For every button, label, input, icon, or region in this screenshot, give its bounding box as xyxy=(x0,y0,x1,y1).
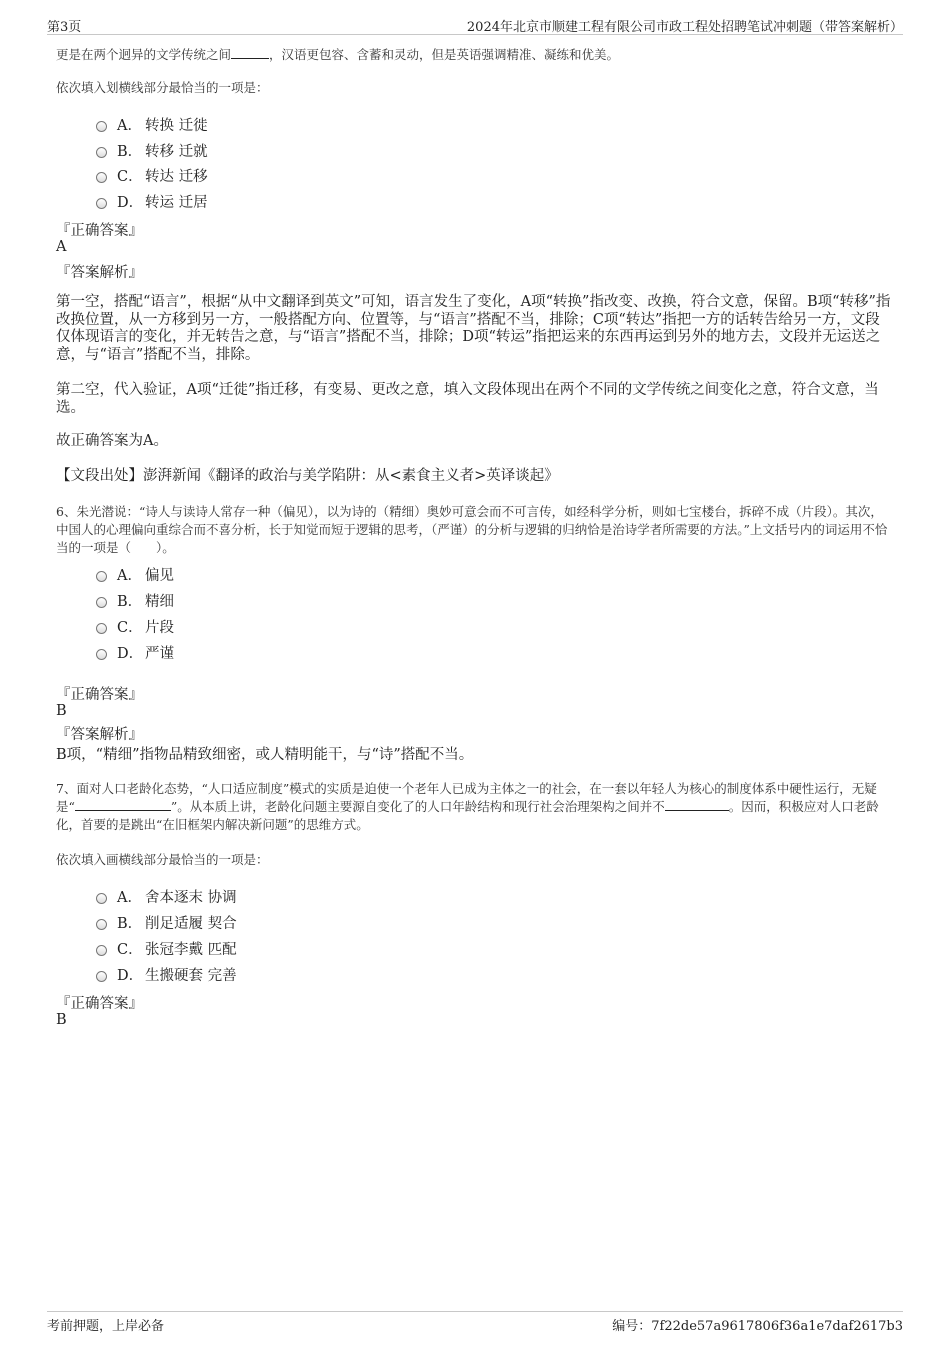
fill-blank xyxy=(231,46,269,59)
radio-icon[interactable] xyxy=(96,893,107,904)
radio-icon[interactable] xyxy=(96,121,107,132)
page-header xyxy=(47,14,903,35)
radio-icon[interactable] xyxy=(96,919,107,930)
q7-prompt: 依次填入画横线部分最恰当的一项是： xyxy=(56,852,269,867)
q6-answer-label: 『正确答案』 xyxy=(56,687,143,703)
radio-icon[interactable] xyxy=(96,597,107,608)
document-title: 2024年北京市顺建工程有限公司市政工程处招聘笔试冲刺题（带答案解析） xyxy=(466,20,903,35)
radio-icon[interactable] xyxy=(96,147,107,158)
q5-option-c[interactable]: C． 转达 迁移 xyxy=(96,165,208,185)
q5-analysis-label: 『答案解析』 xyxy=(56,265,143,281)
page-number: 第3页 xyxy=(47,20,82,35)
radio-icon[interactable] xyxy=(96,198,107,209)
radio-icon[interactable] xyxy=(96,649,107,660)
q5-answer-label: 『正确答案』 xyxy=(56,223,143,239)
q6-analysis: B项，“精细”指物品精致细密，或人精明能干，与“诗”搭配不当。 xyxy=(56,747,474,763)
q6-stem: 6、朱光潜说：“诗人与读诗人常存一种（偏见），以为诗的（精细）奥妙可意会而不可言传，如经科学分析，则如七宝楼台，拆碎不成（片段）。其次，中国人的心理偏向重综合而不喜分析，长于知觉而短于逻辑的思考，（严谨）的分析与逻辑的归纳恰是治诗学者所需要的方法。”上文括号内的词运用不恰当的一项是（ ）。 xyxy=(56,504,888,555)
q7-option-c[interactable]: C． 张冠李戴 匹配 xyxy=(96,938,237,958)
radio-icon[interactable] xyxy=(96,945,107,956)
q5-option-a[interactable]: A． 转换 迁徙 xyxy=(96,114,208,134)
q5-prompt: 依次填入划横线部分最恰当的一项是： xyxy=(56,80,269,95)
q7-answer-label: 『正确答案』 xyxy=(56,996,143,1012)
q7-answer: B xyxy=(56,1012,67,1028)
page-footer xyxy=(47,1311,903,1336)
radio-icon[interactable] xyxy=(96,971,107,982)
q5-option-b[interactable]: B． 转移 迁就 xyxy=(96,140,208,160)
q5-analysis-p1: 第一空，搭配“语言”，根据“从中文翻译到英文”可知，语言发生了变化，A项“转换”指改变、改换，符合文意，保留。B项“转移”指改换位置，从一方移到另一方，一般搭配方向、位置等，与“语言”搭配不当，排除；C项“转达”指把一方的话转告给另一方，文段仅体现语言的变化，并无转告之意，与“语言”搭配不当，排除；D项“转运”指把运来的东西再运到另外的地方去，文段并无运送之意，与“语言”搭配不当，排除。 xyxy=(56,294,891,363)
q5-source: 【文段出处】澎湃新闻《翻译的政治与美学陷阱：从<素食主义者>英译谈起》 xyxy=(56,468,559,484)
q7-option-d[interactable]: D． 生搬硬套 完善 xyxy=(96,964,237,984)
q6-option-b[interactable]: B． 精细 xyxy=(96,590,174,610)
q5-stem: 更是在两个迥异的文学传统之间 ，汉语更包容、含蓄和灵动，但是英语强调精准、凝练和优美。 xyxy=(56,47,620,62)
q5-analysis-p2: 第二空，代入验证，A项“迁徙”指迁移，有变易、更改之意，填入文段体现出在两个不同的文学传统之间变化之意，符合文意，当选。 xyxy=(56,382,879,416)
q6-answer: B xyxy=(56,703,67,719)
q5-analysis-p3: 故正确答案为A。 xyxy=(56,433,168,449)
q5-answer: A xyxy=(56,239,67,255)
fill-blank xyxy=(665,798,729,811)
q7-option-a[interactable]: A． 舍本逐末 协调 xyxy=(96,886,237,906)
q6-analysis-label: 『答案解析』 xyxy=(56,727,143,743)
radio-icon[interactable] xyxy=(96,623,107,634)
radio-icon[interactable] xyxy=(96,571,107,582)
footer-slogan: 考前押题，上岸必备 xyxy=(47,1319,165,1334)
q6-option-d[interactable]: D． 严谨 xyxy=(96,642,174,662)
q5-option-d[interactable]: D． 转运 迁居 xyxy=(96,191,208,211)
document-id: 编号：7f22de57a9617806f36a1e7daf2617b3 xyxy=(612,1319,903,1334)
q7-stem: 7、面对人口老龄化态势，“人口适应制度”模式的实质是迫使一个老年人已成为主体之一的社会，在一套以年轻人为核心的制度体系中硬性运行，无疑是“ ”。从本质上讲，老龄化问题主要源自变化了的人口年龄结构和现行社会治理架构之间并不 。因而，积极应对人口老龄化，首要的是跳出“在旧框架内解决新问题”的思维方式。 xyxy=(56,781,879,832)
radio-icon[interactable] xyxy=(96,172,107,183)
q6-option-a[interactable]: A． 偏见 xyxy=(96,564,174,584)
q7-option-b[interactable]: B． 削足适履 契合 xyxy=(96,912,237,932)
q6-option-c[interactable]: C． 片段 xyxy=(96,616,174,636)
fill-blank xyxy=(75,798,171,811)
